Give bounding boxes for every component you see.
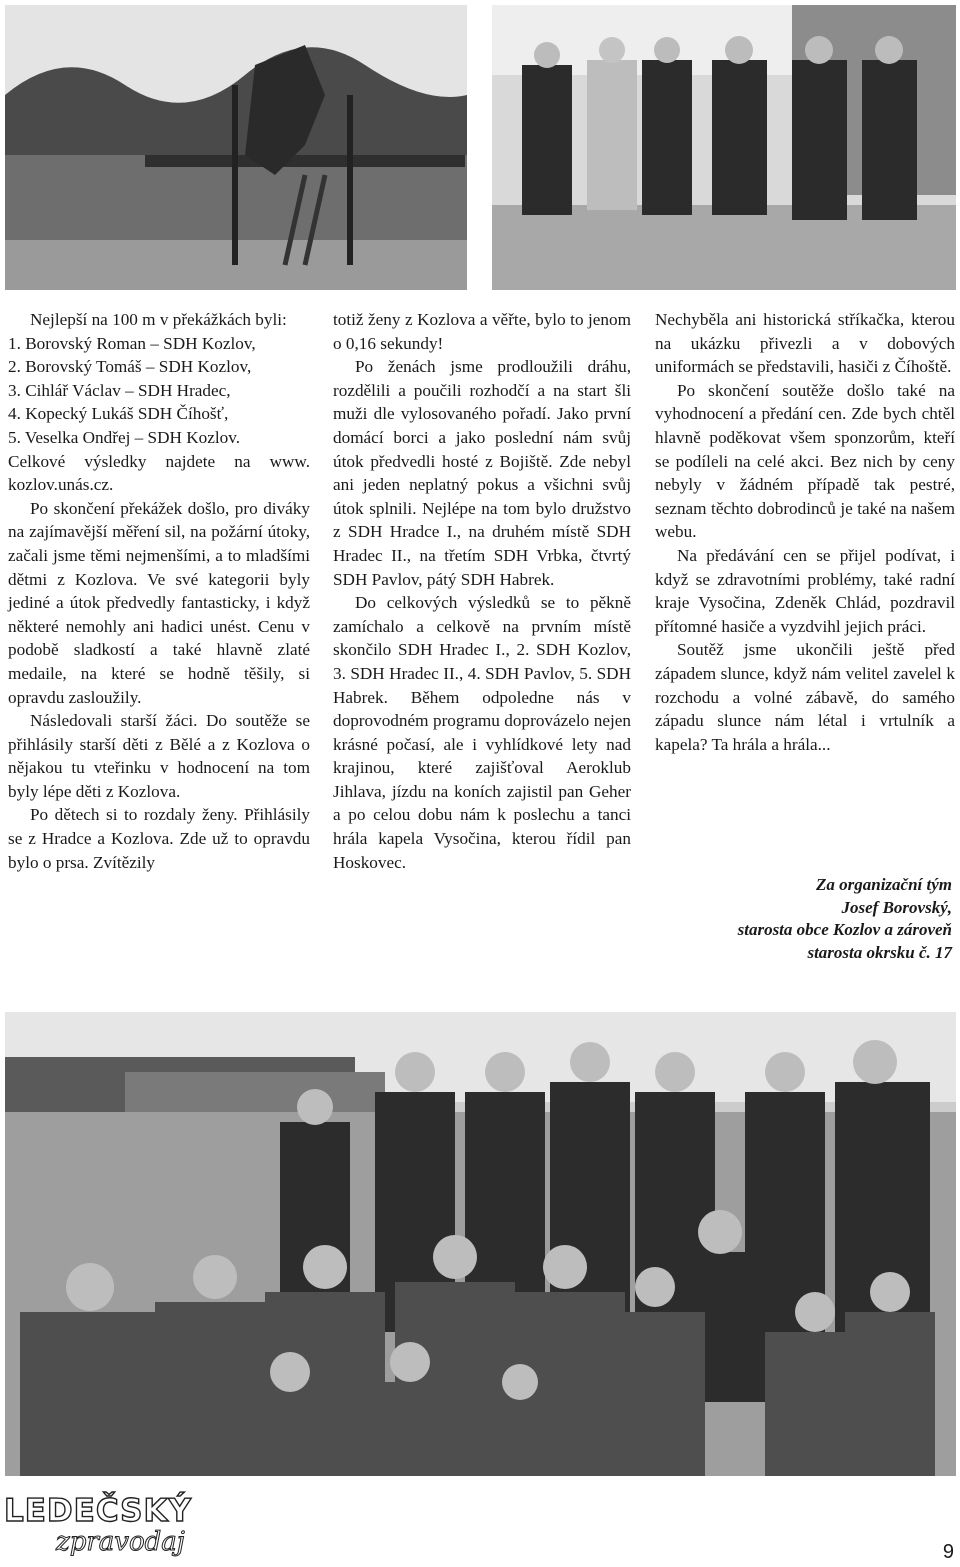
article-column-3 — [655, 308, 955, 756]
paragraph: Do celkových výsledků se to pěkně zamíchalo a celkově na prvním místě skončilo SDH Hradec I., 2. SDH Kozlov, 3. SDH Hradec II., 4. SDH Pavlov, 5. SDH Habrek. Během odpoledne nás v doprovodném programu doprovázelo nejen krásné počasí, ale i vyhlídkové lety nad krajinou, které zajišťoval Aeroklub Jihlava, jízdu na koních zajistil pan Geher a po celou dobu nám k poslechu a tanci hrála kapela Vysočina, kterou řídil pan Hoskovec. — [333, 593, 631, 872]
paragraph: Po skončení soutěže došlo také na vyhodnocení a předání cen. Zde bych chtěl hlavně poděkovat všem sponzorům, kteří se podíleli na celé akci. Bez nich by ceny nebyly v žádném případě tak pestré, seznam těchto dobrodinců je také na našem webu. — [655, 380, 955, 542]
photo-group — [5, 1012, 956, 1476]
paragraph: totiž ženy z Kozlova a věřte, bylo to jenom o 0,16 sekundy! — [333, 310, 631, 353]
result-item: 4. Kopecký Lukáš SDH Číhošť, — [8, 404, 229, 424]
masthead-title: LEDEČSKÝ — [4, 1493, 192, 1529]
signature-line: starosta okrsku č. 17 — [807, 942, 952, 962]
paragraph: Následovali starší žáci. Do soutěže se přihlásily starší děti z Bělé a z Kozlova o nějakou tu vteřinku v hodnocení na tom byly lépe děti z Kozlova. — [8, 711, 310, 801]
masthead-subtitle: zpravodaj — [56, 1527, 185, 1557]
result-item: 3. Cihlář Václav – SDH Hradec, — [8, 380, 231, 400]
article-column-1 — [8, 308, 310, 874]
paragraph: Nechyběla ani historická stříkačka, kterou na ukázku přivezli a v dobových uniformách se představili, hasiči z Číhoště. — [655, 310, 955, 377]
paragraph: Soutěž jsme ukončili ještě před západem slunce, když nám velitel zavelel k rozchodu a volné zábavě, do samého západu slunce nám létal i vrtulník a kapela? Ta hrála a hrála... — [655, 640, 955, 754]
result-item: 5. Veselka Ondřej – SDH Kozlov. — [8, 427, 240, 447]
article-column-2 — [333, 308, 631, 874]
page-number: 9 — [942, 1541, 954, 1563]
signature-line: starosta obce Kozlov a zároveň — [737, 920, 952, 939]
photo-obstacle-race — [5, 5, 467, 290]
result-item: 2. Borovský Tomáš – SDH Kozlov, — [8, 357, 252, 377]
result-item: 1. Borovský Roman – SDH Kozlov, — [8, 333, 256, 353]
paragraph: Po skončení překážek došlo, pro diváky na zajímavější měření sil, na požární útoky, začali jsme těmi nejmenšími, a to mladšími dětmi z Kozlova. Ve své kategorii byly jediné a útok předvedly fantasticky, i když některé nemohly ani hadici unést. Cenu v podobě sladkostí a také hlavně zlaté medaile, na které se hodně těšily, si opravdu zasloužily. — [8, 498, 310, 707]
signature-name: Josef Borovský, — [841, 897, 952, 917]
signature-block — [652, 874, 952, 964]
paragraph: Celkové výsledky najdete na www. kozlov.unás.cz. — [8, 451, 310, 495]
paragraph: Po ženách jsme prodloužili dráhu, rozdělili a poučili rozhodčí a na start šli muži dle vylosovaného pořadí. Jako první domácí borci a jako poslední nám svůj útok předvedli hosté z Bojiště. Zde nebyl ani jeden neplatný pokus a všichni svůj útok splnili. Nejlépe na tom bylo družstvo z SDH Hradce I., na druhém místě SDH Hradec II., na třetím SDH Vrbka, čtvrtý SDH Pavlov, pátý SDH Habrek. — [333, 357, 631, 589]
paragraph: Po dětech si to rozdaly ženy. Přihlásily se z Hradce a Kozlova. Zde už to opravdu bylo o prsa. Zvítězily — [8, 805, 310, 872]
signature-line: Za organizační tým — [815, 875, 952, 894]
paragraph: Na předávání cen se přijel podívat, i když se zdravotními problémy, také radní kraje Vysočina, Zdeněk Chlád, pozdravil přítomné hasiče a vyzdvihl jejich práci. — [655, 545, 955, 636]
newsletter-masthead — [4, 1493, 204, 1565]
paragraph: Nejlepší na 100 m v překážkách byli: — [30, 310, 287, 329]
photo-officials — [492, 5, 956, 290]
